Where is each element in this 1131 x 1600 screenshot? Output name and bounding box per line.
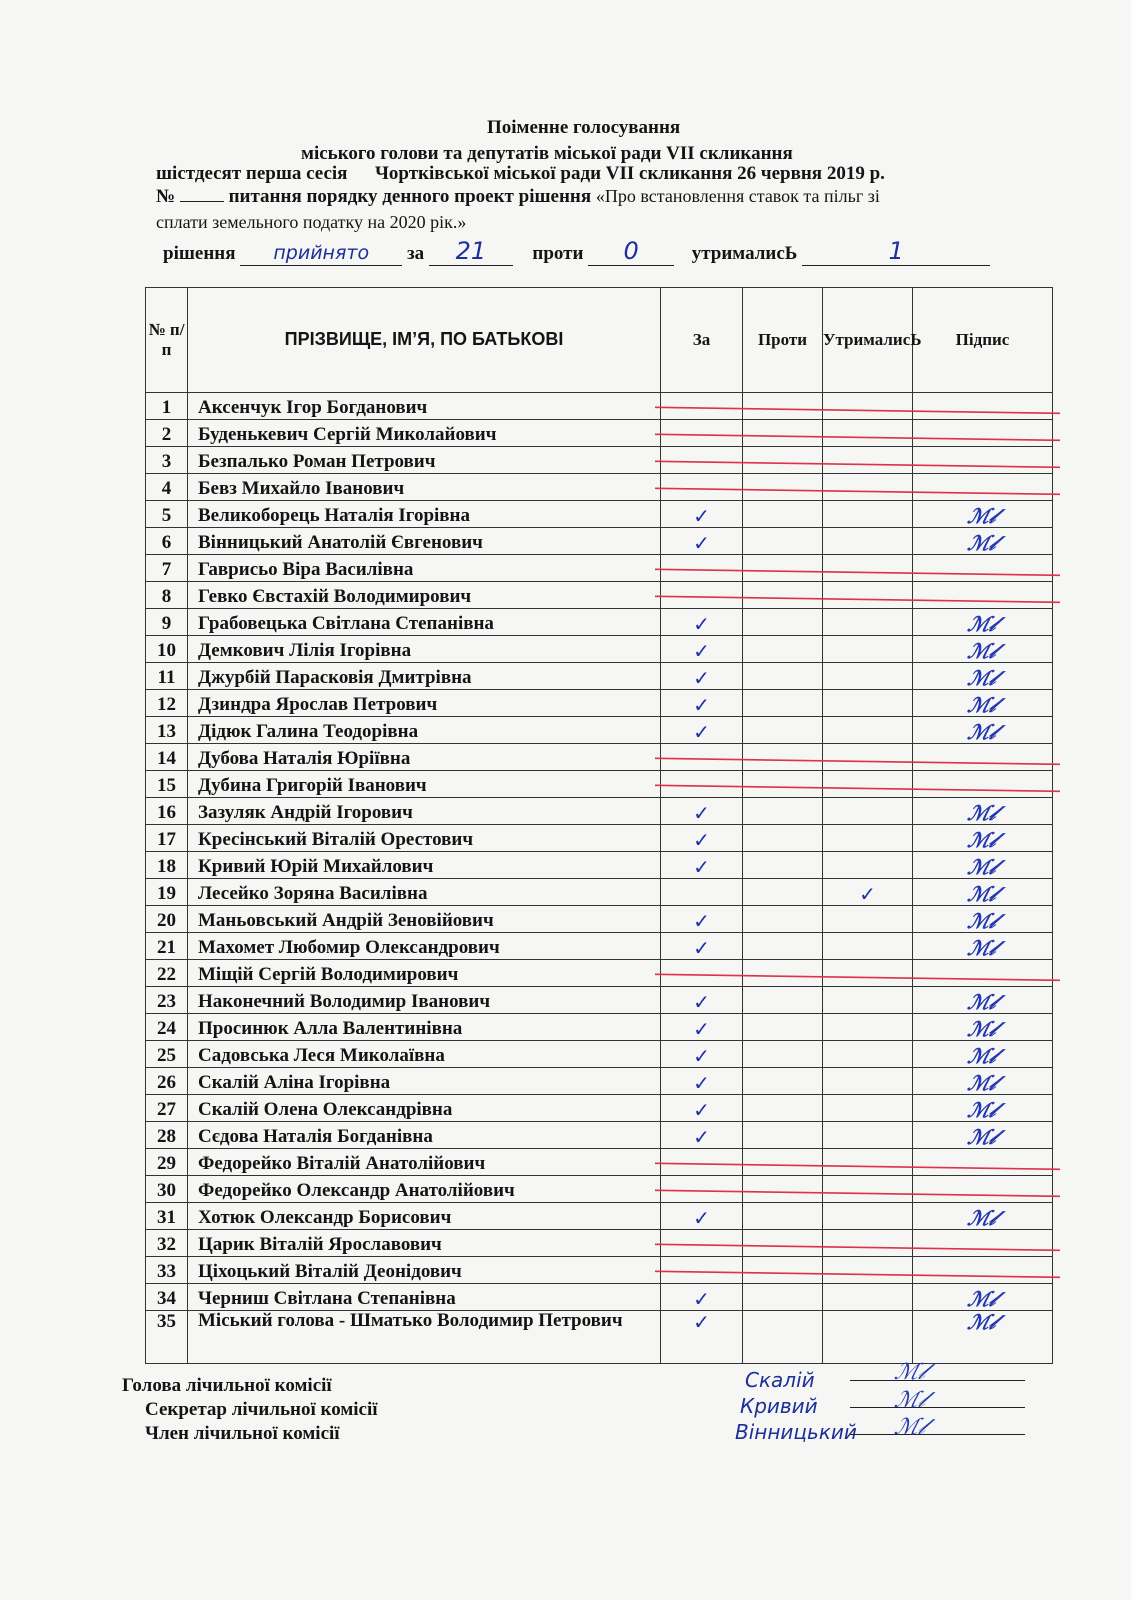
- deputy-name: Черниш Світлана Степанівна: [188, 1284, 661, 1311]
- check-mark-icon: ✓: [693, 720, 710, 744]
- handwritten-signature: ℳ𝓁: [965, 801, 1000, 825]
- row-number: 4: [146, 474, 188, 501]
- deputy-name: Демкович Лілія Ігорівна: [188, 636, 661, 663]
- member-signature-line: [850, 1434, 1025, 1435]
- handwritten-signature: ℳ𝓁: [965, 990, 1000, 1014]
- against-value: 0: [623, 237, 639, 265]
- deputy-name: Сєдова Наталія Богданівна: [188, 1122, 661, 1149]
- row-number: 22: [146, 960, 188, 987]
- row-number: 15: [146, 771, 188, 798]
- deputy-name: Наконечний Володимир Іванович: [188, 987, 661, 1014]
- col-against-header: Проти: [743, 288, 823, 393]
- row-number: 14: [146, 744, 188, 771]
- handwritten-signature: ℳ𝓁: [965, 504, 1000, 528]
- deputy-name: Просинюк Алла Валентинівна: [188, 1014, 661, 1041]
- col-for-header: За: [661, 288, 743, 393]
- deputy-name: Хотюк Олександр Борисович: [188, 1203, 661, 1230]
- col-signature-header: Підпис: [913, 288, 1053, 393]
- deputy-name: Кривий Юрій Михайлович: [188, 852, 661, 879]
- row-number: 27: [146, 1095, 188, 1122]
- abstained-label: утрималисЬ: [691, 243, 798, 264]
- handwritten-signature: ℳ𝓁: [965, 666, 1000, 690]
- row-number: 5: [146, 501, 188, 528]
- absent-strike-line: [655, 569, 1060, 575]
- check-mark-icon: ✓: [693, 855, 710, 879]
- deputy-name: Ціхоцький Віталій Деонідович: [188, 1257, 661, 1284]
- check-mark-icon: ✓: [693, 693, 710, 717]
- row-number: 12: [146, 690, 188, 717]
- chair-signature-line: [850, 1380, 1025, 1381]
- handwritten-signature: ℳ𝓁: [965, 639, 1000, 663]
- absent-strike-line: [655, 461, 1060, 467]
- handwritten-signature: ℳ𝓁: [965, 855, 1000, 879]
- deputy-name: Зазуляк Андрій Ігорович: [188, 798, 661, 825]
- row-number: 11: [146, 663, 188, 690]
- row-number: 3: [146, 447, 188, 474]
- chair-name: Скалій: [745, 1368, 815, 1392]
- absent-strike-line: [655, 758, 1060, 764]
- deputy-name: Міський голова - Шматько Володимир Петрович: [188, 1311, 661, 1364]
- row-number: 18: [146, 852, 188, 879]
- deputy-name: Федорейко Олександр Анатолійович: [188, 1176, 661, 1203]
- deputy-name: Гаврисьо Віра Василівна: [188, 555, 661, 582]
- row-number: 20: [146, 906, 188, 933]
- deputy-name: Федорейко Віталій Анатолійович: [188, 1149, 661, 1176]
- check-mark-icon: ✓: [693, 801, 710, 825]
- row-number: 10: [146, 636, 188, 663]
- absent-strike-line: [655, 1163, 1060, 1169]
- deputy-name: Скалій Аліна Ігорівна: [188, 1068, 661, 1095]
- handwritten-signature: ℳ𝓁: [965, 1044, 1000, 1068]
- row-number: 21: [146, 933, 188, 960]
- document-subtitle: міського голови та депутатів міської ради VII скликання: [301, 143, 793, 164]
- agenda-label: питання порядку денного проект рішення: [228, 186, 592, 207]
- check-mark-icon: ✓: [693, 1017, 710, 1041]
- check-mark-icon: ✓: [693, 1287, 710, 1311]
- row-number: 29: [146, 1149, 188, 1176]
- deputy-name: Буденькевич Сергій Миколайович: [188, 420, 661, 447]
- row-number: 31: [146, 1203, 188, 1230]
- row-number: 13: [146, 717, 188, 744]
- deputy-name: Царик Віталій Ярославович: [188, 1230, 661, 1257]
- session-name: шістдесят перша сесія: [156, 163, 348, 184]
- decision-label: рішення: [163, 243, 236, 264]
- handwritten-signature: ℳ𝓁: [965, 1098, 1000, 1122]
- deputy-name: Лесейко Зоряна Василівна: [188, 879, 661, 906]
- row-number: 7: [146, 555, 188, 582]
- row-number: 30: [146, 1176, 188, 1203]
- handwritten-signature: ℳ𝓁: [965, 828, 1000, 852]
- absent-strike-line: [655, 407, 1060, 413]
- row-number: 2: [146, 420, 188, 447]
- handwritten-signature: ℳ𝓁: [965, 1287, 1000, 1311]
- deputy-name: Грабовецька Світлана Степанівна: [188, 609, 661, 636]
- handwritten-signature: ℳ𝓁: [965, 1017, 1000, 1041]
- row-number: 34: [146, 1284, 188, 1311]
- deputy-name: Скалій Олена Олександрівна: [188, 1095, 661, 1122]
- check-mark-icon: ✓: [693, 1206, 710, 1230]
- check-mark-icon: ✓: [693, 1071, 710, 1095]
- check-mark-icon: ✓: [693, 612, 710, 636]
- deputy-name: Дубова Наталія Юріївна: [188, 744, 661, 771]
- check-mark-icon: ✓: [693, 504, 710, 528]
- col-name-header: ПРІЗВИЩЕ, ІМ’Я, ПО БАТЬКОВІ: [188, 288, 661, 393]
- handwritten-signature: ℳ𝓁: [965, 1206, 1000, 1230]
- handwritten-signature: ℳ𝓁: [965, 1071, 1000, 1095]
- check-mark-icon: ✓: [693, 1098, 710, 1122]
- handwritten-signature: ℳ𝓁: [965, 612, 1000, 636]
- deputy-name: Бевз Михайло Іванович: [188, 474, 661, 501]
- absent-strike-line: [655, 596, 1060, 602]
- deputy-name: Аксенчук Ігор Богданович: [188, 393, 661, 420]
- row-number: 8: [146, 582, 188, 609]
- deputy-name: Гевко Євстахій Володимирович: [188, 582, 661, 609]
- chair-signature: ℳ𝓁: [891, 1360, 930, 1385]
- deputy-name: Дубина Григорій Іванович: [188, 771, 661, 798]
- absent-strike-line: [655, 974, 1060, 980]
- for-label: за: [407, 243, 425, 264]
- row-number: 6: [146, 528, 188, 555]
- deputy-name: Джурбій Парасковія Дмитрівна: [188, 663, 661, 690]
- number-label: №: [156, 186, 176, 207]
- document-title: Поіменне голосування: [487, 117, 681, 138]
- row-number: 24: [146, 1014, 188, 1041]
- row-number: 16: [146, 798, 188, 825]
- member-signature: ℳ𝓁: [891, 1415, 930, 1440]
- row-number: 17: [146, 825, 188, 852]
- row-number: 33: [146, 1257, 188, 1284]
- deputy-name: Вінницький Анатолій Євгенович: [188, 528, 661, 555]
- secretary-signature-line: [850, 1407, 1025, 1408]
- check-mark-icon: ✓: [693, 639, 710, 663]
- member-name: Вінницький: [735, 1420, 857, 1444]
- check-mark-icon: ✓: [693, 1044, 710, 1068]
- decision-value: прийнято: [273, 242, 370, 264]
- subject-part1: «Про встановлення ставок та пільг зі: [595, 186, 880, 206]
- check-mark-icon: ✓: [693, 1310, 710, 1334]
- check-mark-icon: ✓: [693, 990, 710, 1014]
- check-mark-icon: ✓: [693, 531, 710, 555]
- row-number: 26: [146, 1068, 188, 1095]
- absent-strike-line: [655, 1190, 1060, 1196]
- row-number: 23: [146, 987, 188, 1014]
- row-number: 9: [146, 609, 188, 636]
- deputy-name: Маньовський Андрій Зеновійович: [188, 906, 661, 933]
- absent-strike-line: [655, 785, 1060, 791]
- col-number-header: № п/п: [146, 288, 188, 393]
- deputy-name: Махомет Любомир Олександрович: [188, 933, 661, 960]
- subject-part2: сплати земельного податку на 2020 рік.»: [156, 212, 467, 232]
- deputy-name: Дзиндра Ярослав Петрович: [188, 690, 661, 717]
- absent-strike-line: [655, 1271, 1060, 1277]
- row-number: 28: [146, 1122, 188, 1149]
- deputy-name: Великоборець Наталія Ігорівна: [188, 501, 661, 528]
- handwritten-signature: ℳ𝓁: [965, 909, 1000, 933]
- deputy-name: Дідюк Галина Теодорівна: [188, 717, 661, 744]
- check-mark-icon: ✓: [859, 882, 876, 906]
- handwritten-signature: ℳ𝓁: [965, 936, 1000, 960]
- row-number: 35: [146, 1311, 188, 1364]
- handwritten-signature: ℳ𝓁: [965, 720, 1000, 744]
- row-number: 32: [146, 1230, 188, 1257]
- col-abstained-header: УтрималисЬ: [823, 288, 913, 393]
- deputy-name: Кресінський Віталій Орестович: [188, 825, 661, 852]
- against-label: проти: [532, 243, 584, 264]
- handwritten-signature: ℳ𝓁: [965, 531, 1000, 555]
- handwritten-signature: ℳ𝓁: [965, 693, 1000, 717]
- handwritten-signature: ℳ𝓁: [965, 1125, 1000, 1149]
- check-mark-icon: ✓: [693, 666, 710, 690]
- secretary-signature: ℳ𝓁: [891, 1388, 930, 1413]
- deputy-name: Міщій Сергій Володимирович: [188, 960, 661, 987]
- handwritten-signature: ℳ𝓁: [965, 1310, 1000, 1334]
- member-label: Член лічильної комісії: [145, 1423, 340, 1444]
- handwritten-signature: ℳ𝓁: [965, 882, 1000, 906]
- absent-strike-line: [655, 434, 1060, 440]
- for-value: 21: [455, 237, 487, 265]
- deputy-name: Садовська Леся Миколаївна: [188, 1041, 661, 1068]
- abstained-value: 1: [888, 237, 904, 265]
- absent-strike-line: [655, 488, 1060, 494]
- secretary-label: Секретар лічильної комісії: [145, 1399, 378, 1420]
- check-mark-icon: ✓: [693, 1125, 710, 1149]
- absent-strike-line: [655, 1244, 1060, 1250]
- check-mark-icon: ✓: [693, 936, 710, 960]
- row-number: 1: [146, 393, 188, 420]
- secretary-name: Кривий: [740, 1394, 818, 1418]
- row-number: 25: [146, 1041, 188, 1068]
- deputy-name: Безпалько Роман Петрович: [188, 447, 661, 474]
- row-number: 19: [146, 879, 188, 906]
- chair-label: Голова лічильної комісії: [122, 1375, 332, 1396]
- check-mark-icon: ✓: [693, 828, 710, 852]
- check-mark-icon: ✓: [693, 909, 710, 933]
- council-and-date: Чортківської міської ради VII скликання 26 червня 2019 р.: [374, 163, 885, 184]
